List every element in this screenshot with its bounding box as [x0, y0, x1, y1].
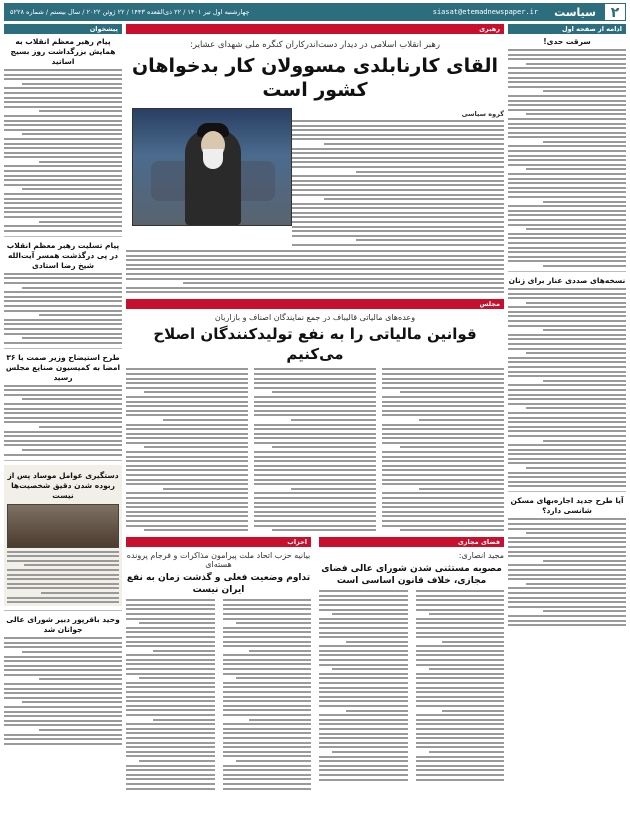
- issue-date: چهارشنبه اول تیر ۱۴۰۱ / ۲۲ ذی‌القعده ۱۴۴۳ / ۲۲ ژوئن ۲۰۲۲ / سال بیستم / شماره ۵۲۲۸: [10, 8, 250, 16]
- article-title: طرح استیضاح وزیر صمت با ۳۶ امضا به کمیسیون صنایع مجلس رسید: [5, 352, 121, 382]
- article-headline: مصوبه مستثنی شدن شورای عالی فضای مجازی، خلاف قانون اساسی است: [321, 564, 502, 587]
- article-body: [508, 288, 626, 488]
- bottom-right-article: [319, 537, 504, 789]
- lead-kicker: رهبر انقلاب اسلامی در دیدار دست‌اندرکاران کنگره ملی شهدای عشایر:: [190, 40, 440, 50]
- article-kicker: مجید انصاری:: [458, 551, 504, 561]
- byline: گروه سیاسی: [461, 110, 504, 118]
- section-bar: فضای مجازی: [319, 537, 504, 547]
- article-title: پیام رهبر معظم انقلاب به همایش بزرگداشت روز بسیج اساتید: [10, 37, 116, 66]
- section-title: سیاست: [554, 5, 596, 19]
- page-header: [4, 3, 626, 21]
- bottom-articles: [126, 537, 504, 789]
- center-column: [126, 24, 504, 816]
- boxed-article: [4, 465, 122, 607]
- article-title: سرقت حدی!: [543, 37, 591, 46]
- article-title: وحید باقرپور دبیر شورای عالی جوانان شد: [6, 615, 120, 635]
- article-body: [508, 49, 626, 267]
- right-column: [508, 24, 626, 816]
- lead-body-col: [292, 120, 504, 246]
- article-title: دستگیری عوامل موساد پس از ربوده شدن دقیق شخصیت‌ها نیست: [7, 470, 119, 500]
- sub-article-body: [126, 368, 504, 531]
- article-title: نسخه‌های صددی عنار برای زنان: [508, 275, 626, 285]
- article-title: پیام تسلیت رهبر معظم انقلاب در پی درگذشت همسر آیت‌الله شیخ رضا استادی: [6, 240, 120, 270]
- article-title: آیا طرح جدید اجاره‌بهای مسکن شانسی دارد؟: [510, 496, 624, 516]
- section-bar: مجلس: [126, 299, 504, 309]
- article-kicker: بیانیه حزب اتحاد ملت پیرامون مذاکرات و فرجام پرونده هسته‌ای: [126, 551, 311, 570]
- article-body: [4, 637, 122, 745]
- page-number: ۲: [604, 3, 626, 21]
- article-photo: [7, 504, 119, 548]
- lead-body-bottom: [126, 250, 504, 293]
- article-headline: تداوم وضعیت فعلی و گذشت زمان به نفع ایران نیست: [126, 573, 311, 596]
- lead-headline: القای کارنابلدی مسوولان کار بدخواهان کشور است: [131, 55, 499, 101]
- column-bar: ادامه از صفحه اول: [508, 24, 626, 34]
- section-bar: رهبری: [126, 24, 504, 34]
- article-body: [508, 518, 626, 626]
- article-body: [4, 385, 122, 456]
- section-email[interactable]: siasat@etemadnewspaper.ir: [432, 8, 539, 16]
- article-body: [7, 551, 119, 604]
- column-bar: پیشخوان: [4, 24, 122, 34]
- sub-kicker: وعده‌های مالیاتی قالیباف در جمع نمایندگان اصناف و بازاریان: [214, 313, 416, 323]
- left-column: [4, 24, 122, 816]
- section-bar: احزاب: [126, 537, 311, 547]
- lead-photo: [132, 108, 292, 226]
- bottom-left-article: [126, 537, 311, 789]
- article-body: [4, 69, 122, 232]
- lead-article: [126, 108, 504, 293]
- article-body: [4, 273, 122, 344]
- sub-headline: قوانین مالیاتی را به نفع تولیدکنندگان اصلاح می‌کنیم: [153, 325, 477, 364]
